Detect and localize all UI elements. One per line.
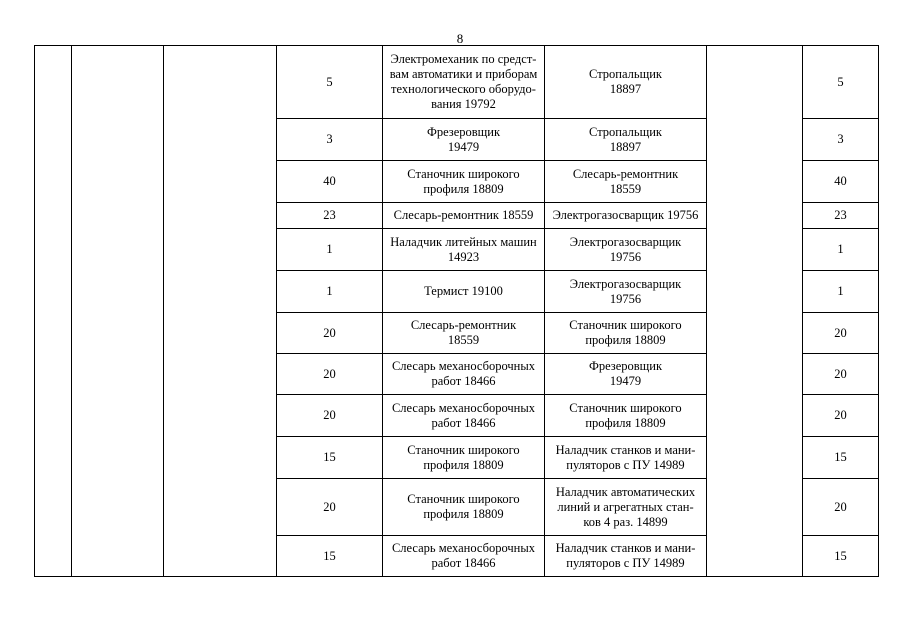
empty-col-1	[35, 46, 72, 577]
quantity-2-value: 20	[834, 408, 847, 422]
quantity-2-cell	[803, 313, 879, 354]
to-line: Наладчик станков и мани-	[555, 442, 696, 457]
to-profession-cell	[545, 479, 707, 536]
quantity-cell	[277, 46, 383, 119]
empty-col-3	[164, 46, 277, 577]
quantity-2-cell	[803, 161, 879, 203]
quantity-value: 20	[323, 499, 336, 514]
to-line: 19756	[609, 291, 642, 306]
quantity-value: 20	[323, 325, 336, 340]
quantity-2-value: 1	[837, 284, 844, 298]
from-line: Фрезеровщик	[426, 124, 501, 139]
quantity-cell	[277, 437, 383, 479]
from-line: Слесарь механосборочных	[391, 359, 536, 373]
to-profession-cell	[545, 354, 707, 395]
from-profession-cell	[383, 203, 545, 229]
quantity-2-value: 40	[834, 174, 847, 188]
from-line: Слесарь-ремонтник	[410, 318, 517, 332]
from-line: работ 18466	[431, 556, 496, 570]
quantity-cell	[277, 161, 383, 203]
from-line: технологического оборудо-	[391, 82, 536, 96]
to-profession-cell	[545, 437, 707, 479]
to-line: 19479	[609, 374, 642, 388]
to-line: 18897	[609, 82, 642, 96]
to-line: Электрогазосварщик	[569, 234, 682, 249]
from-profession-cell	[383, 229, 545, 271]
quantity-cell	[277, 479, 383, 536]
from-line: Наладчик литейных машин	[390, 234, 537, 249]
from-profession-cell	[383, 536, 545, 577]
to-line: Стропальщик	[589, 67, 662, 81]
quantity-value: 15	[323, 548, 336, 563]
to-line: 19756	[609, 249, 642, 264]
from-line: Станочник широкого	[407, 442, 520, 457]
quantity-cell	[277, 536, 383, 577]
from-profession-cell	[383, 354, 545, 395]
quantity-value: 1	[326, 284, 333, 298]
quantity-2-cell	[803, 437, 879, 479]
from-line: профиля 18809	[423, 181, 504, 196]
from-line: 19479	[447, 139, 480, 154]
to-line: Станочник широкого	[569, 318, 682, 332]
to-profession-cell	[545, 229, 707, 271]
to-line: профиля 18809	[585, 333, 666, 347]
to-profession-cell	[545, 161, 707, 203]
to-line: Фрезеровщик	[588, 359, 663, 373]
to-line: ков 4 раз. 14899	[583, 514, 668, 529]
quantity-2-cell	[803, 395, 879, 437]
to-profession-cell	[545, 536, 707, 577]
to-line: 18559	[609, 181, 642, 196]
from-profession-cell	[383, 119, 545, 161]
quantity-2-value: 20	[834, 366, 847, 381]
quantity-2-value: 15	[834, 548, 847, 563]
quantity-value: 5	[326, 74, 333, 89]
quantity-2-value: 23	[834, 208, 847, 222]
from-profession-cell	[383, 313, 545, 354]
table-row	[35, 46, 879, 119]
quantity-2-cell	[803, 46, 879, 119]
to-profession-cell	[545, 46, 707, 119]
quantity-2-value: 5	[837, 74, 844, 89]
quantity-2-cell	[803, 229, 879, 271]
quantity-2-value: 1	[837, 242, 844, 256]
from-line: Термист 19100	[424, 284, 503, 298]
from-profession-cell	[383, 479, 545, 536]
to-line: пуляторов с ПУ 14989	[566, 457, 685, 472]
quantity-2-cell	[803, 203, 879, 229]
to-line: пуляторов с ПУ 14989	[566, 556, 685, 570]
quantity-cell	[277, 203, 383, 229]
to-profession-cell	[545, 313, 707, 354]
quantity-2-value: 15	[834, 450, 847, 464]
quantity-cell	[277, 119, 383, 161]
page-number: 8	[456, 31, 464, 46]
from-line: 18559	[447, 333, 480, 347]
from-profession-cell	[383, 271, 545, 313]
empty-col-2	[72, 46, 164, 577]
quantity-2-value: 20	[834, 325, 847, 340]
from-line: профиля 18809	[423, 507, 504, 521]
quantity-value: 15	[323, 450, 336, 464]
from-profession-cell	[383, 437, 545, 479]
from-profession-cell	[383, 46, 545, 119]
to-line: Слесарь-ремонтник	[572, 166, 679, 181]
quantity-value: 3	[326, 132, 333, 146]
to-line: Наладчик станков и мани-	[555, 541, 696, 555]
to-line: Наладчик автоматических	[555, 484, 696, 499]
from-line: Электромеханик по средст-	[390, 52, 537, 66]
quantity-value: 40	[323, 174, 336, 188]
from-line: вам автоматики и приборам	[389, 67, 538, 81]
from-line: 14923	[447, 249, 480, 264]
to-profession-cell	[545, 203, 707, 229]
to-profession-cell	[545, 119, 707, 161]
to-line: Стропальщик	[589, 124, 662, 139]
quantity-value: 20	[323, 366, 336, 381]
quantity-cell	[277, 271, 383, 313]
from-line: работ 18466	[431, 374, 496, 388]
to-line: Электрогазосварщик 19756	[552, 208, 699, 222]
from-line: Слесарь-ремонтник 18559	[393, 208, 534, 222]
from-profession-cell	[383, 395, 545, 437]
to-line: профиля 18809	[585, 415, 666, 430]
table-body	[35, 46, 879, 577]
quantity-cell	[277, 313, 383, 354]
from-line: вания 19792	[431, 97, 496, 111]
from-line: Станочник широкого	[407, 166, 520, 181]
quantity-2-cell	[803, 354, 879, 395]
from-line: работ 18466	[431, 415, 496, 430]
staff-transfer-table	[34, 45, 879, 577]
quantity-2-cell	[803, 271, 879, 313]
to-line: Станочник широкого	[569, 400, 682, 415]
quantity-2-value: 20	[834, 499, 847, 514]
from-line: Слесарь механосборочных	[391, 541, 536, 555]
from-line: Станочник широкого	[407, 492, 520, 506]
quantity-2-cell	[803, 536, 879, 577]
quantity-cell	[277, 354, 383, 395]
quantity-cell	[277, 395, 383, 437]
quantity-value: 20	[323, 408, 336, 422]
quantity-value: 1	[326, 242, 333, 256]
quantity-2-cell	[803, 119, 879, 161]
quantity-value: 23	[323, 208, 336, 222]
to-line: линий и агрегатных стан-	[557, 499, 694, 514]
to-line: Электрогазосварщик	[569, 276, 682, 291]
from-line: профиля 18809	[423, 457, 504, 472]
from-line: Слесарь механосборочных	[391, 400, 536, 415]
from-profession-cell	[383, 161, 545, 203]
to-line: 18897	[609, 139, 642, 154]
quantity-2-value: 3	[837, 132, 844, 146]
to-profession-cell	[545, 395, 707, 437]
empty-col-7	[707, 46, 803, 577]
quantity-2-cell	[803, 479, 879, 536]
to-profession-cell	[545, 271, 707, 313]
quantity-cell	[277, 229, 383, 271]
